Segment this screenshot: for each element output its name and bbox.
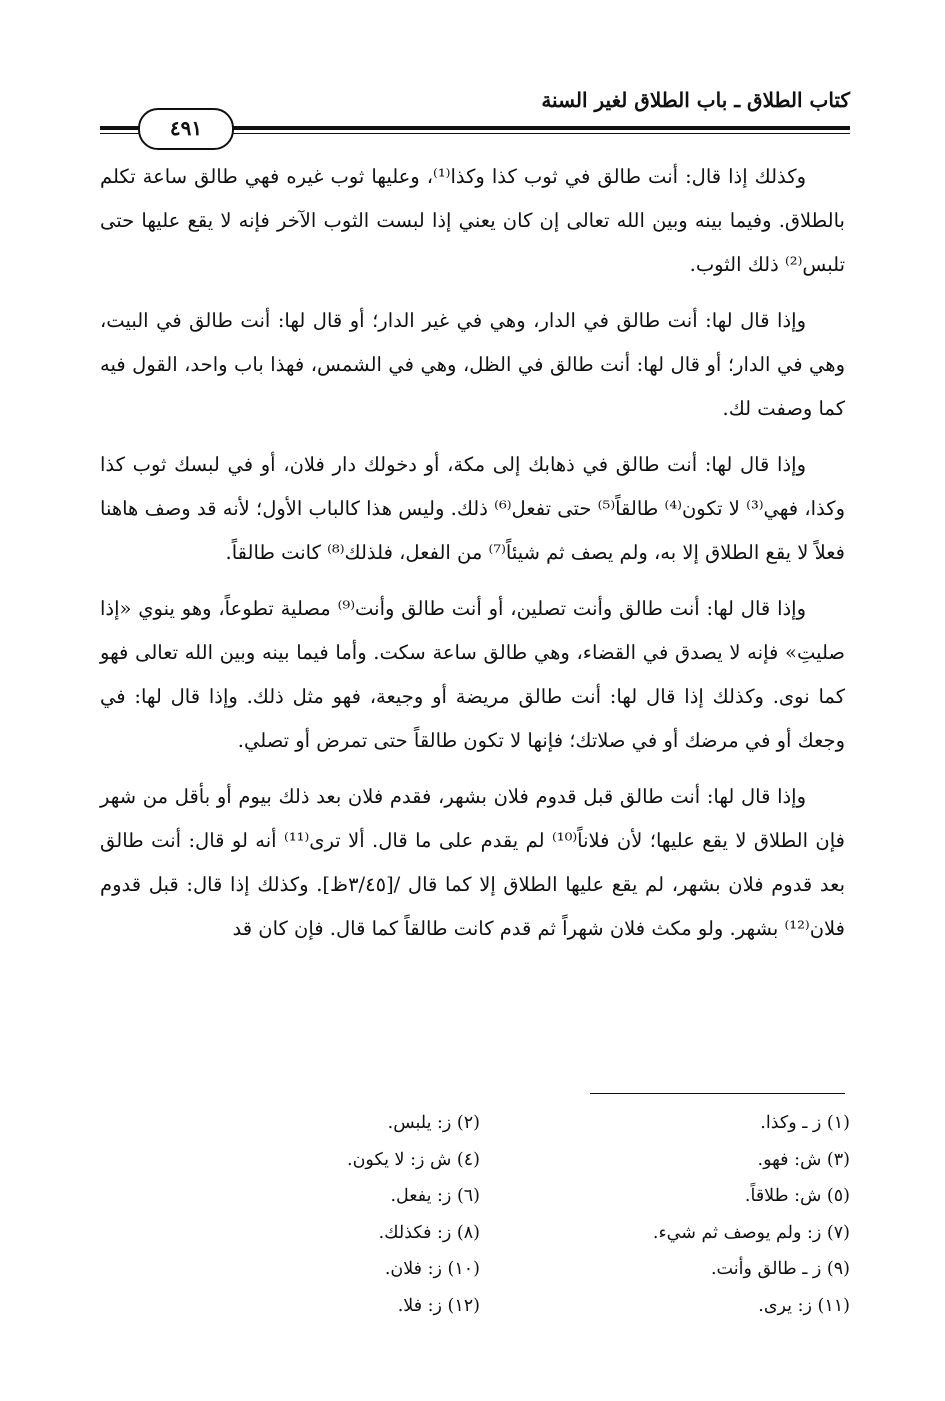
footnote-separator (590, 1093, 845, 1094)
footnote: (٣) ش: فهو. (757, 1149, 850, 1170)
footnote: (٦) ز: يفعل. (390, 1186, 480, 1206)
paragraph: وكذلك إذا قال: أنت طالق في ثوب كذا وكذا⁽¹⁾، وعليها ثوب غيره فهي طالق ساعة تكلم بالطلاق. وفيما بينه وبين الله تعالى إن كان يعني إذا لبست الثوب الآخر فإنه لا يقع عليها حتى تلبس⁽²⁾ ذلك الثوب. (100, 165, 845, 276)
footnote: (٤) ش ز: لا يكون. (347, 1149, 480, 1170)
page-header (100, 70, 850, 140)
main-text (100, 155, 845, 963)
footnote: (٩) ز ـ طالق وأنت. (710, 1259, 850, 1279)
paragraph: وإذا قال لها: أنت طالق وأنت تصلين، أو أنت طالق وأنت⁽⁹⁾ مصلية تطوعاً، وهو ينوي «إذا صليتِ» فإنه لا يصدق في القضاء، وهي طالق ساعة سكت. وأما فيما بينه وبين الله تعالى فهو كما نوى. وكذلك إذا قال لها: أنت طالق مريضة أو وجيعة، فهو مثل ذلك. وإذا قال لها: في وجعك أو في مرضك أو في صلاتك؛ فإنها لا تكون طالقاً حتى تمرض أو تصلي. (100, 597, 845, 752)
footnote: (١٠) ز: فلان. (384, 1259, 480, 1279)
footnote: (١) ز ـ وكذا. (760, 1113, 850, 1133)
footnote: (٥) ش: طلاقاً. (744, 1186, 850, 1206)
page-number: ٤٩١ (138, 108, 234, 150)
paragraph: وإذا قال لها: أنت طالق قبل قدوم فلان بشهر، فقدم فلان بعد ذلك بيوم أو بأقل من شهر فإن الطلاق لا يقع عليها؛ لأن فلاناً⁽¹⁰⁾ لم يقدم على ما قال. ألا ترى⁽¹¹⁾ أنه لو قال: أنت طالق بعد قدوم فلان بشهر، لم يقع عليها الطلاق إلا كما قال /[٣/٤٥ظ]. وكذلك إذا قال: قبل قدوم فلان⁽¹²⁾ بشهر. ولو مكث فلان شهراً ثم قدم كانت طالقاً كما قال. فإن كان قد (100, 785, 845, 940)
footnote: (٨) ز: فكذلك. (378, 1222, 480, 1243)
footnote: (٢) ز: يلبس. (387, 1113, 480, 1133)
running-title: كتاب الطلاق ـ باب الطلاق لغير السنة (541, 88, 850, 112)
footnote: (١٢) ز: فلا. (397, 1295, 480, 1316)
footnotes (150, 1105, 850, 1324)
footnote: (٧) ز: ولم يوصف ثم شيء. (652, 1222, 850, 1243)
footnote: (١١) ز: يرى. (758, 1295, 850, 1316)
paragraph: وإذا قال لها: أنت طالق في ذهابك إلى مكة، أو دخولك دار فلان، أو في لبسك ثوب كذا وكذا، فهي⁽³⁾ لا تكون⁽⁴⁾ طالقاً⁽⁵⁾ حتى تفعل⁽⁶⁾ ذلك. وليس هذا كالباب الأول؛ لأنه قد وصف هاهنا فعلاً لا يقع الطلاق إلا به، ولم يصف ثم شيئاً⁽⁷⁾ من الفعل، فلذلك⁽⁸⁾ كانت طالقاً. (100, 453, 846, 564)
paragraph: وإذا قال لها: أنت طالق في الدار، وهي في غير الدار؛ أو قال لها: أنت طالق في البيت، وهي في الدار؛ أو قال لها: أنت طالق في الظل، وهي في الشمس، فهذا باب واحد، القول فيه كما وصفت لك. (100, 309, 845, 420)
